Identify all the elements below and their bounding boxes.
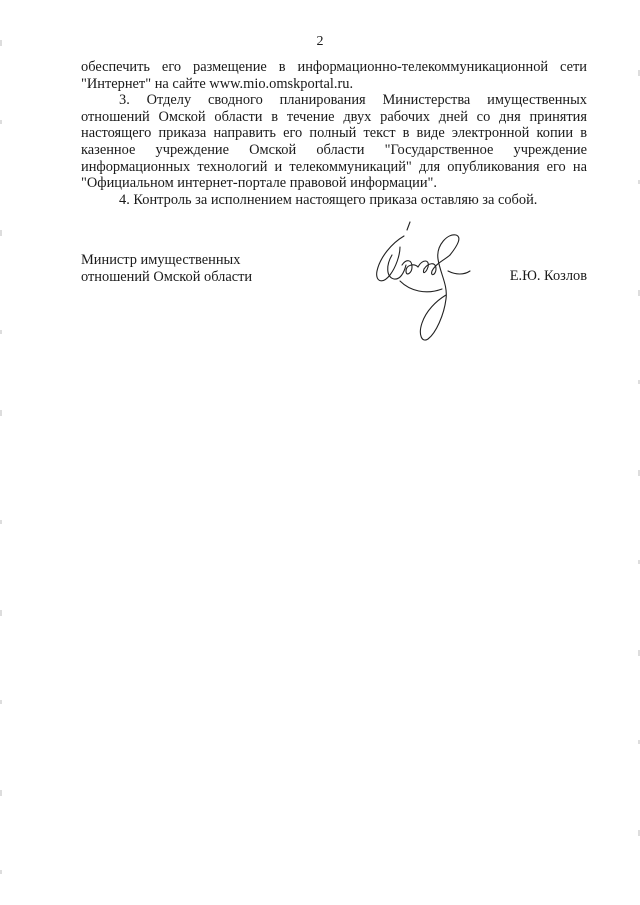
document-body xyxy=(81,59,587,208)
signatory-position-line-1: Министр имущественных xyxy=(81,252,241,268)
paragraph-item-4: 4. Контроль за исполнением настоящего приказа оставляю за собой. xyxy=(119,191,538,208)
signatory-position xyxy=(81,252,321,285)
signatory-position-line-2: отношений Омской области xyxy=(81,268,253,285)
paragraph-item-3: 3. Отделу сводного планирования Министерства имущественных отношений Омской области в течение двух рабочих дней со дня принятия настоящего приказа направить его полный текст в виде электронной копии в казенное учреждение Омской области "Государственное учреждение информационных технологий и телекоммуникаций" для опубликования его на "Официальном интернет-портале правовой информации". xyxy=(81,92,587,192)
paragraph-continuation: обеспечить его размещение в информационно-телекоммуникационной сети "Интернет" на сайте www.mio.omskportal.ru. xyxy=(81,59,587,92)
page-number: 2 xyxy=(316,34,324,49)
signatory-name: Е.Ю. Козлов xyxy=(509,268,587,284)
scan-edge-marks-left xyxy=(0,0,3,905)
handwritten-signature xyxy=(366,215,476,345)
